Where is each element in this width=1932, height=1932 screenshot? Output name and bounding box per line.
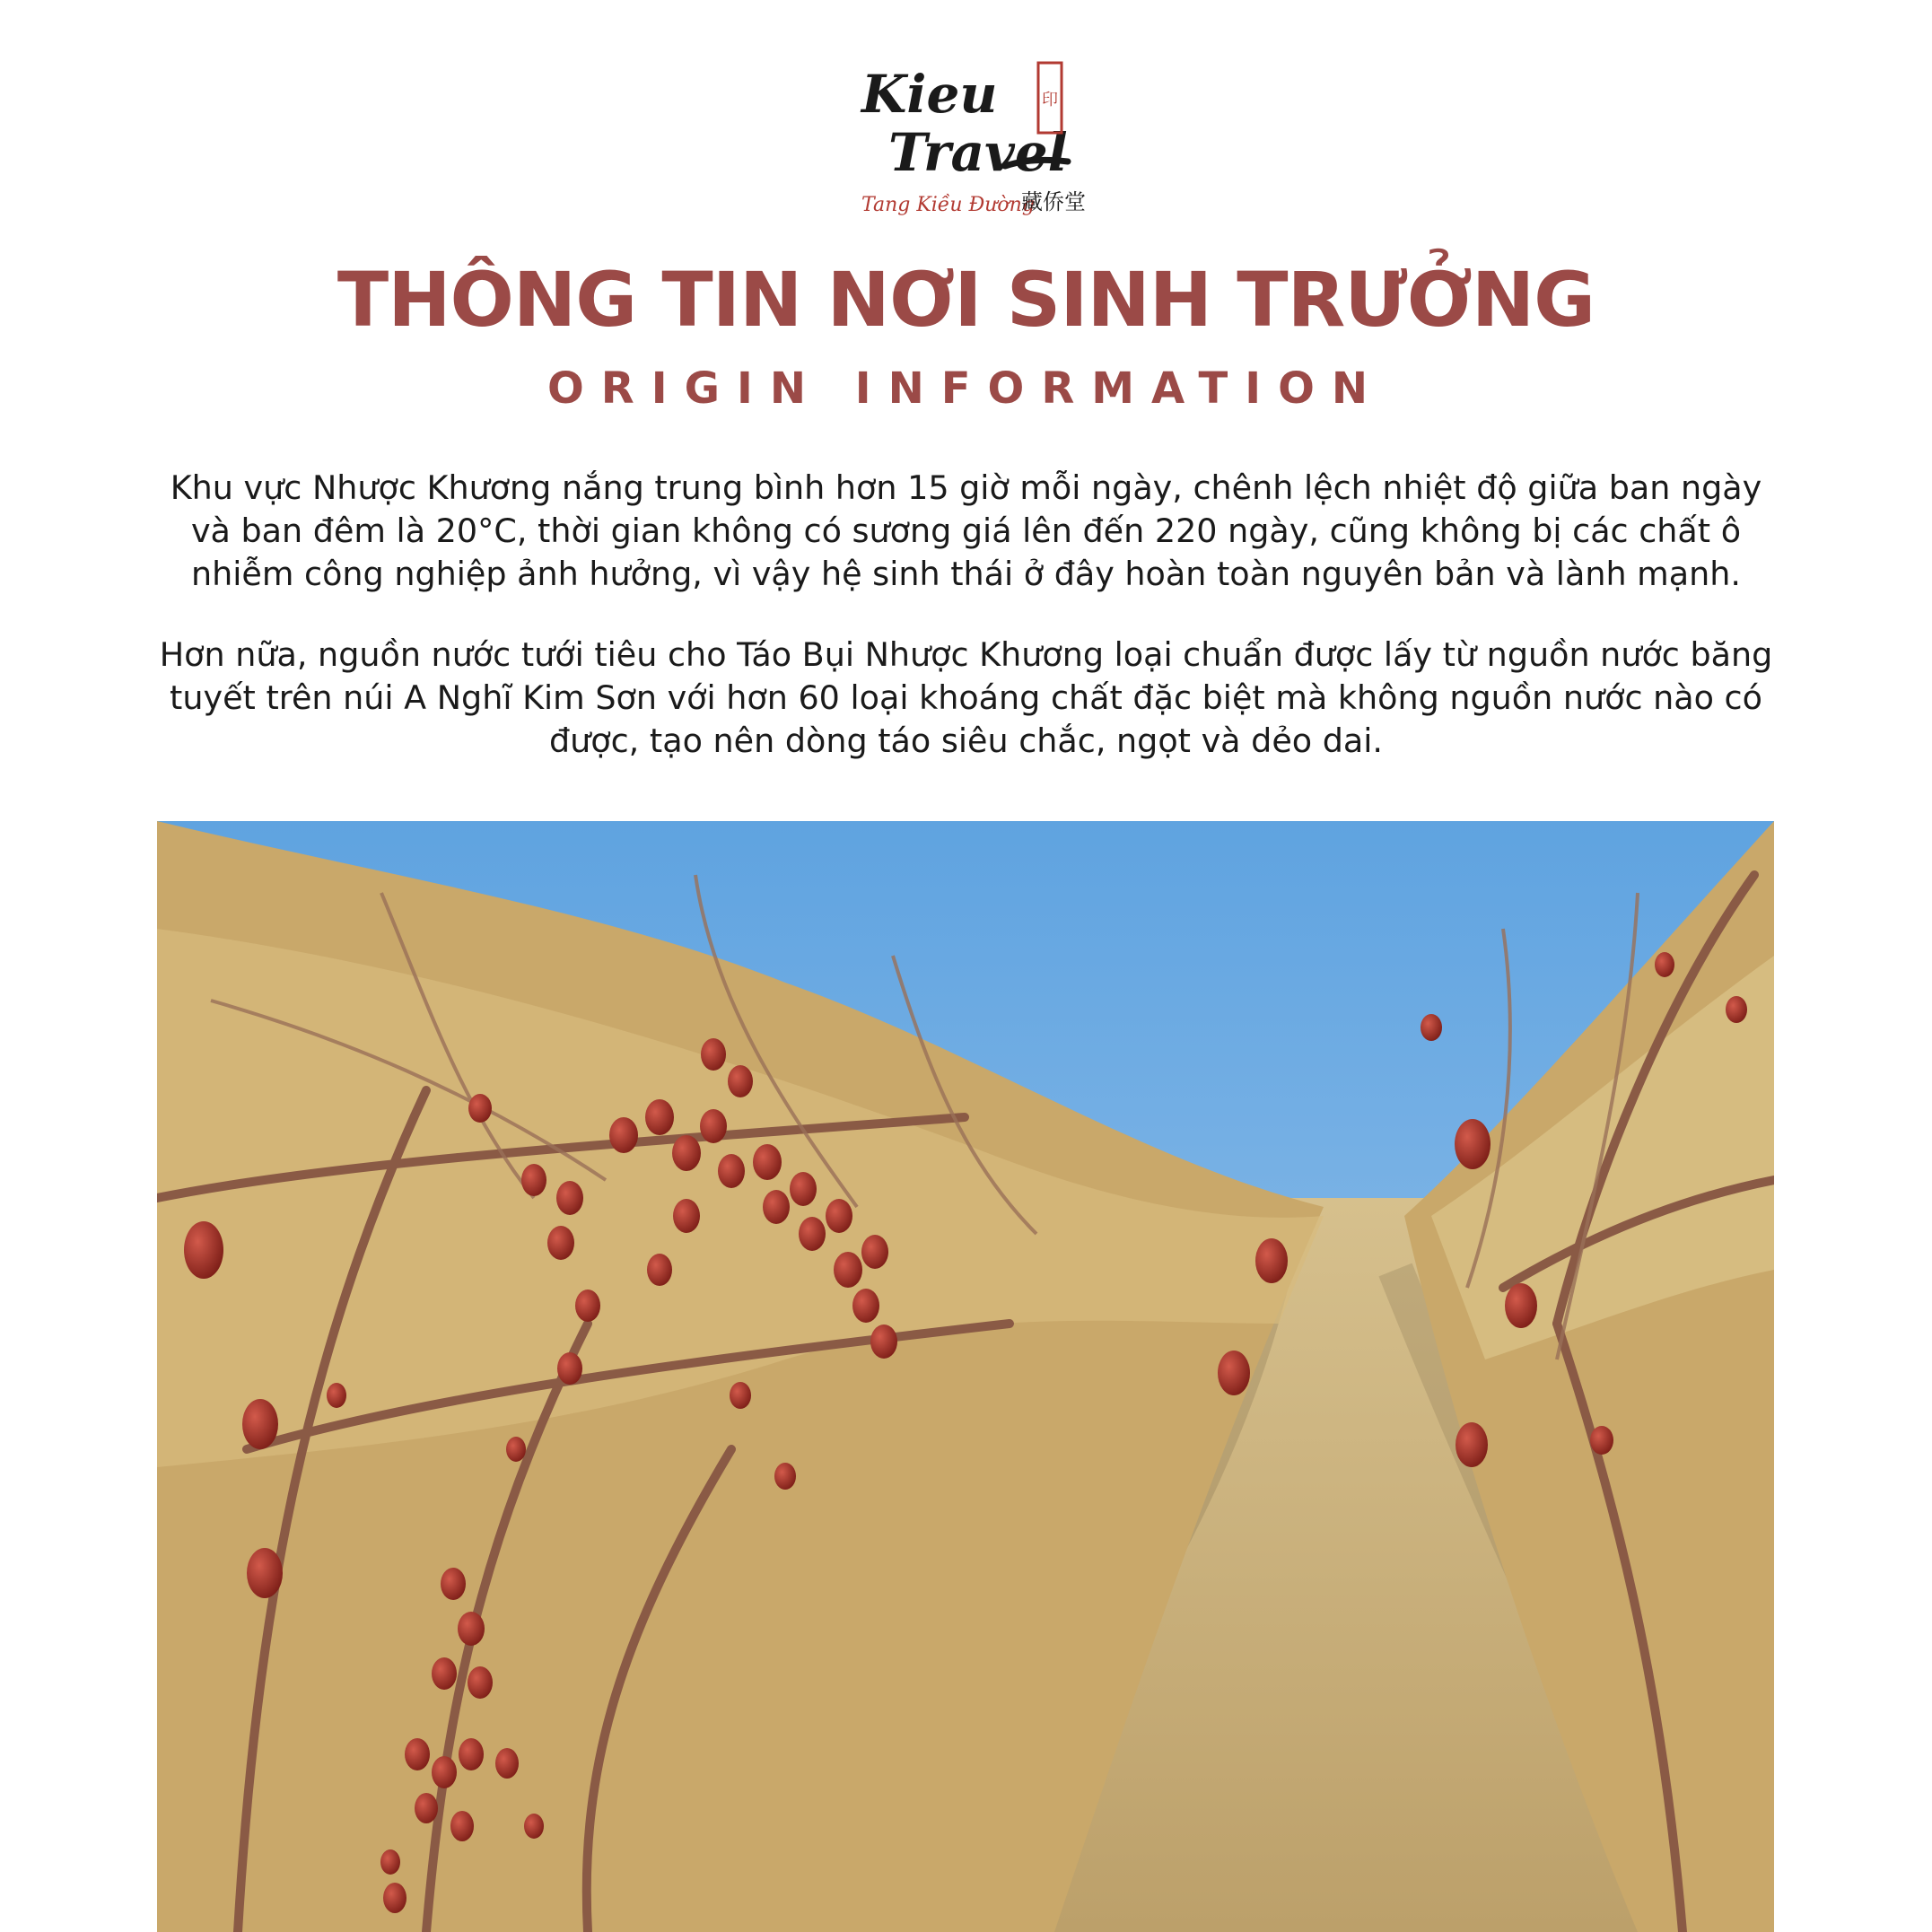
logo-brand-line2: Travel	[888, 122, 1068, 183]
body-paragraph-2: Hơn nữa, nguồn nước tưới tiêu cho Táo Bụi Nhược Khương loại chuẩn được lấy từ nguồn nước băng tuyết trên núi A Nghĩ Kim Sơn với hơn 60 loại khoáng chất đặc biệt mà không nguồn nước nào có được, tạo nên dòng táo siêu chắc, ngọt và dẻo dai.	[159, 635, 1773, 760]
jujube-orchard-photo	[157, 821, 1774, 1932]
page-title: THÔNG TIN NƠI SINH TRƯỞNG	[337, 256, 1595, 344]
page-subtitle: ORIGIN INFORMATION	[546, 363, 1386, 414]
logo-tagline: Tang Kiều Đường	[861, 194, 1035, 216]
logo-chinese-name: 藏侨堂	[1021, 189, 1086, 214]
body-paragraph-1: Khu vực Nhược Khương nắng trung bình hơn 15 giờ mỗi ngày, chênh lệch nhiệt độ giữa ban ngày và ban đêm là 20°C, thời gian không có sương giá lên đến 220 ngày, cũng không bị các chất ô nhiễm công nghiệp ảnh hưởng, vì vậy hệ sinh thái ở đây hoàn toàn nguyên bản và lành mạnh.	[170, 468, 1762, 593]
kieu-travel-logo	[852, 49, 1095, 238]
logo-brand-line1: Kieu	[861, 64, 998, 125]
logo-seal-text: 印	[1042, 91, 1058, 109]
